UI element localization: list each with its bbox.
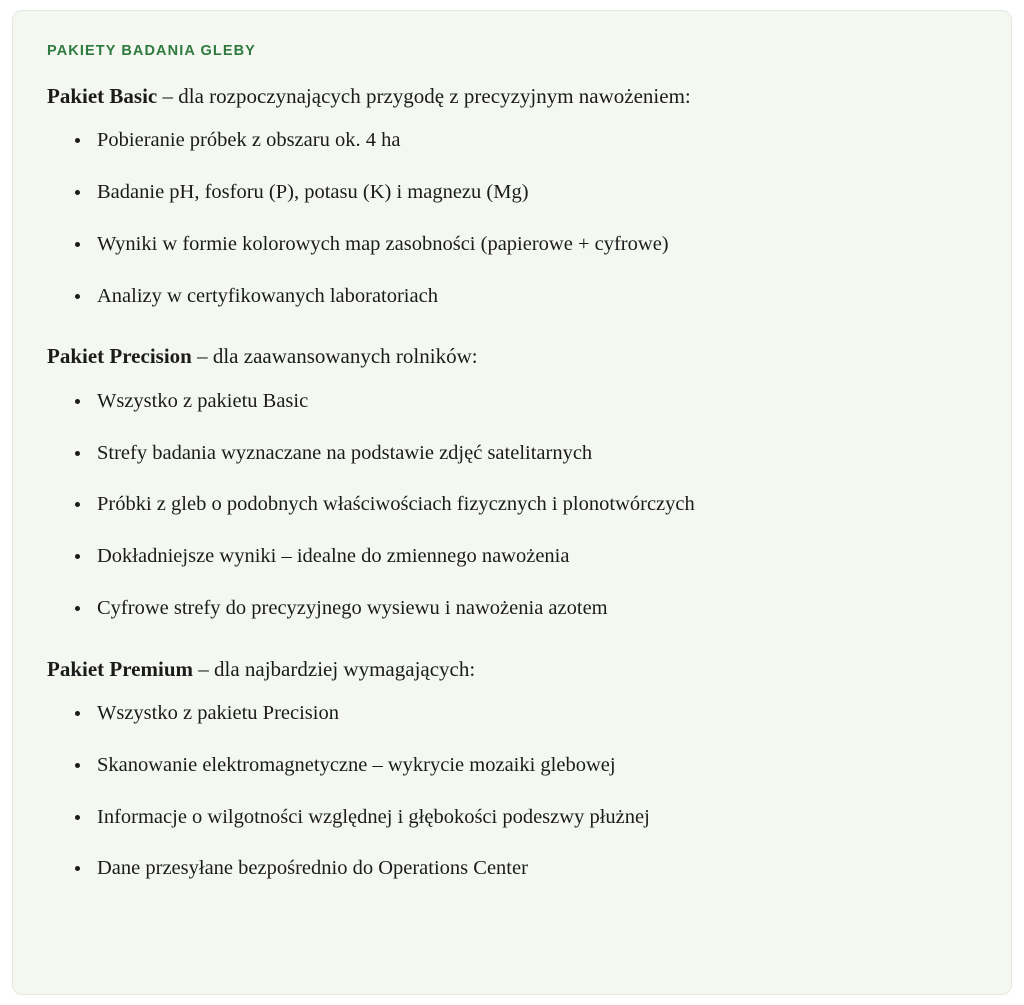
- list-item: Wszystko z pakietu Precision: [69, 698, 977, 729]
- list-item: Wszystko z pakietu Basic: [69, 386, 977, 417]
- package-feature-list: [47, 386, 977, 624]
- package-name: Pakiet Basic: [47, 84, 158, 108]
- package-heading: [47, 654, 977, 684]
- list-item: Skanowanie elektromagnetyczne – wykrycie mozaiki glebowej: [69, 750, 977, 781]
- package-heading: [47, 81, 977, 111]
- package-group-premium: [47, 654, 977, 884]
- package-name: Pakiet Premium: [47, 656, 193, 681]
- list-item: Pobieranie próbek z obszaru ok. 4 ha: [69, 125, 977, 156]
- list-item: Informacje o wilgotności względnej i głębokości podeszwy płużnej: [69, 802, 977, 833]
- list-item: Dokładniejsze wyniki – idealne do zmiennego nawożenia: [69, 541, 977, 572]
- list-item: Dane przesyłane bezpośrednio do Operations Center: [69, 853, 977, 884]
- package-description: – dla rozpoczynających przygodę z precyzyjnym nawożeniem:: [157, 84, 691, 108]
- list-item: Cyfrowe strefy do precyzyjnego wysiewu i nawożenia azotem: [69, 593, 977, 624]
- package-group-basic: [47, 81, 977, 311]
- package-description: – dla zaawansowanych rolników:: [191, 344, 478, 369]
- list-item: Wyniki w formie kolorowych map zasobności (papierowe + cyfrowe): [69, 229, 977, 260]
- list-item: Próbki z gleb o podobnych właściwościach fizycznych i plonotwórczych: [69, 489, 977, 520]
- package-feature-list: [47, 125, 977, 311]
- package-description: – dla najbardziej wymagających:: [193, 656, 476, 681]
- section-eyebrow: PAKIETY BADANIA GLEBY: [47, 43, 256, 59]
- soil-test-packages-panel: [12, 10, 1012, 995]
- package-feature-list: [47, 698, 977, 884]
- list-item: Badanie pH, fosforu (P), potasu (K) i magnezu (Mg): [69, 177, 977, 208]
- package-name: Pakiet Precision: [47, 344, 192, 369]
- list-item: Analizy w certyfikowanych laboratoriach: [69, 281, 977, 312]
- list-item: Strefy badania wyznaczane na podstawie zdjęć satelitarnych: [69, 438, 977, 469]
- package-heading: [47, 341, 977, 371]
- package-group-precision: [47, 341, 977, 623]
